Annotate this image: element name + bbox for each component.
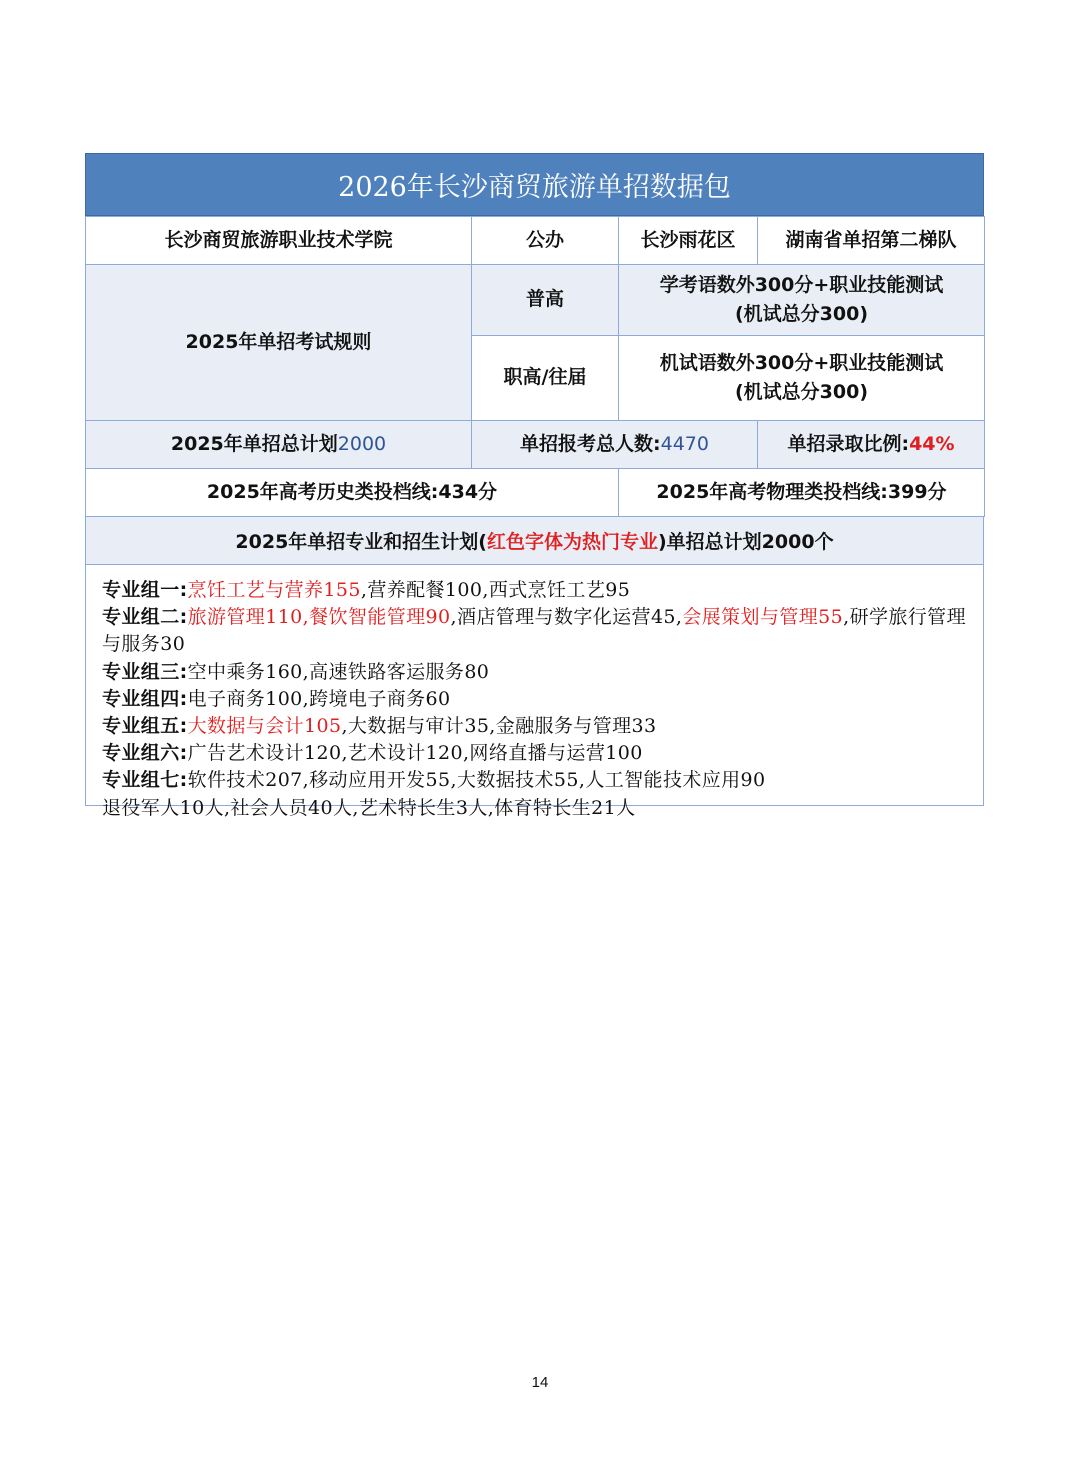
program-text: 软件技术207,移动应用开发55,大数据技术55,人工智能技术应用90	[187, 769, 766, 792]
program-text: ,营养配餐100,西式烹饪工艺95	[360, 579, 631, 601]
program-group-label: 专业组七:	[102, 769, 188, 792]
plan-label: 2025年单招总计划	[170, 432, 338, 455]
program-group-label: 专业组二:	[102, 606, 188, 629]
program-text: 空中乘务160,高速铁路客运服务80	[187, 660, 490, 683]
school-tier: 湖南省单招第二梯队	[758, 217, 985, 265]
groups-header-highlight: 红色字体为热门专业	[486, 531, 658, 553]
group-list	[86, 565, 983, 822]
program-group-7	[102, 767, 983, 794]
hot-program-text: 旅游管理110,餐饮智能管理90	[187, 606, 451, 629]
program-group-label: 专业组一:	[102, 579, 188, 601]
program-group-4	[102, 686, 983, 713]
rules-general-detail	[619, 265, 985, 336]
program-group-2	[102, 604, 983, 658]
hot-program-text: 会展策划与管理55	[682, 606, 844, 629]
rules-vocational-detail	[619, 336, 985, 421]
rules-vocational-label: 职高/往届	[472, 336, 619, 421]
applicants-label: 单招报考总人数:	[520, 432, 661, 455]
cutoff-history: 2025年高考历史类投档线:434分	[86, 469, 619, 517]
program-text: ,研学旅行管理与服务30	[102, 606, 966, 656]
stats-row	[86, 421, 985, 469]
cutoff-row	[86, 469, 985, 517]
program-text: 广告艺术设计120,艺术设计120,网络直播与运营100	[187, 742, 643, 765]
rules-row-general	[86, 265, 985, 336]
hot-program-text: 大数据与会计105	[187, 715, 342, 738]
school-name: 长沙商贸旅游职业技术学院	[86, 217, 472, 265]
groups-header-prefix: 2025年单招专业和招生计划(	[235, 531, 487, 553]
rules-general-label: 普高	[472, 265, 619, 336]
ratio-label: 单招录取比例:	[787, 432, 910, 455]
plan-cell	[86, 421, 472, 469]
program-group-1	[102, 577, 983, 604]
program-text: ,大数据与审计35,金融服务与管理33	[341, 715, 657, 738]
sheet-title: 2026年长沙商贸旅游单招数据包	[85, 153, 984, 216]
program-text: ,酒店管理与数字化运营45,	[450, 606, 683, 629]
plan-value: 2000	[337, 432, 387, 455]
program-group-label: 专业组三:	[102, 660, 188, 683]
groups-header	[86, 517, 983, 565]
rules-vocational-line2: (机试总分300)	[734, 381, 869, 403]
school-district: 长沙雨花区	[619, 217, 758, 265]
program-group-5	[102, 713, 983, 740]
applicants-value: 4470	[660, 432, 709, 455]
rules-vocational-line1: 机试语数外300分+职业技能测试	[659, 351, 944, 374]
hot-program-text: 烹饪工艺与营养155	[187, 579, 361, 601]
school-row	[86, 217, 985, 265]
program-group-label: 专业组六:	[102, 742, 188, 765]
ratio-value: 44%	[909, 432, 955, 455]
page-number: 14	[531, 1374, 549, 1391]
info-table	[85, 216, 985, 517]
groups-header-suffix: )单招总计划2000个	[658, 531, 834, 553]
program-group-label: 专业组四:	[102, 687, 188, 710]
program-group-6	[102, 740, 983, 767]
ratio-cell	[758, 421, 985, 469]
program-group-label: 专业组五:	[102, 715, 188, 738]
rules-general-line1: 学考语数外300分+职业技能测试	[659, 273, 944, 296]
program-groups	[85, 517, 984, 819]
program-group-3	[102, 659, 983, 686]
applicants-cell	[472, 421, 758, 469]
rules-general-line2: (机试总分300)	[734, 303, 869, 325]
data-sheet	[85, 153, 984, 819]
cutoff-physics: 2025年高考物理类投档线:399分	[619, 469, 985, 517]
school-type: 公办	[472, 217, 619, 265]
rules-label: 2025年单招考试规则	[86, 265, 472, 421]
special-enrollment-note: 退役军人10人,社会人员40人,艺术特长生3人,体育特长生21人	[102, 796, 636, 819]
program-text: 电子商务100,跨境电子商务60	[187, 687, 451, 710]
